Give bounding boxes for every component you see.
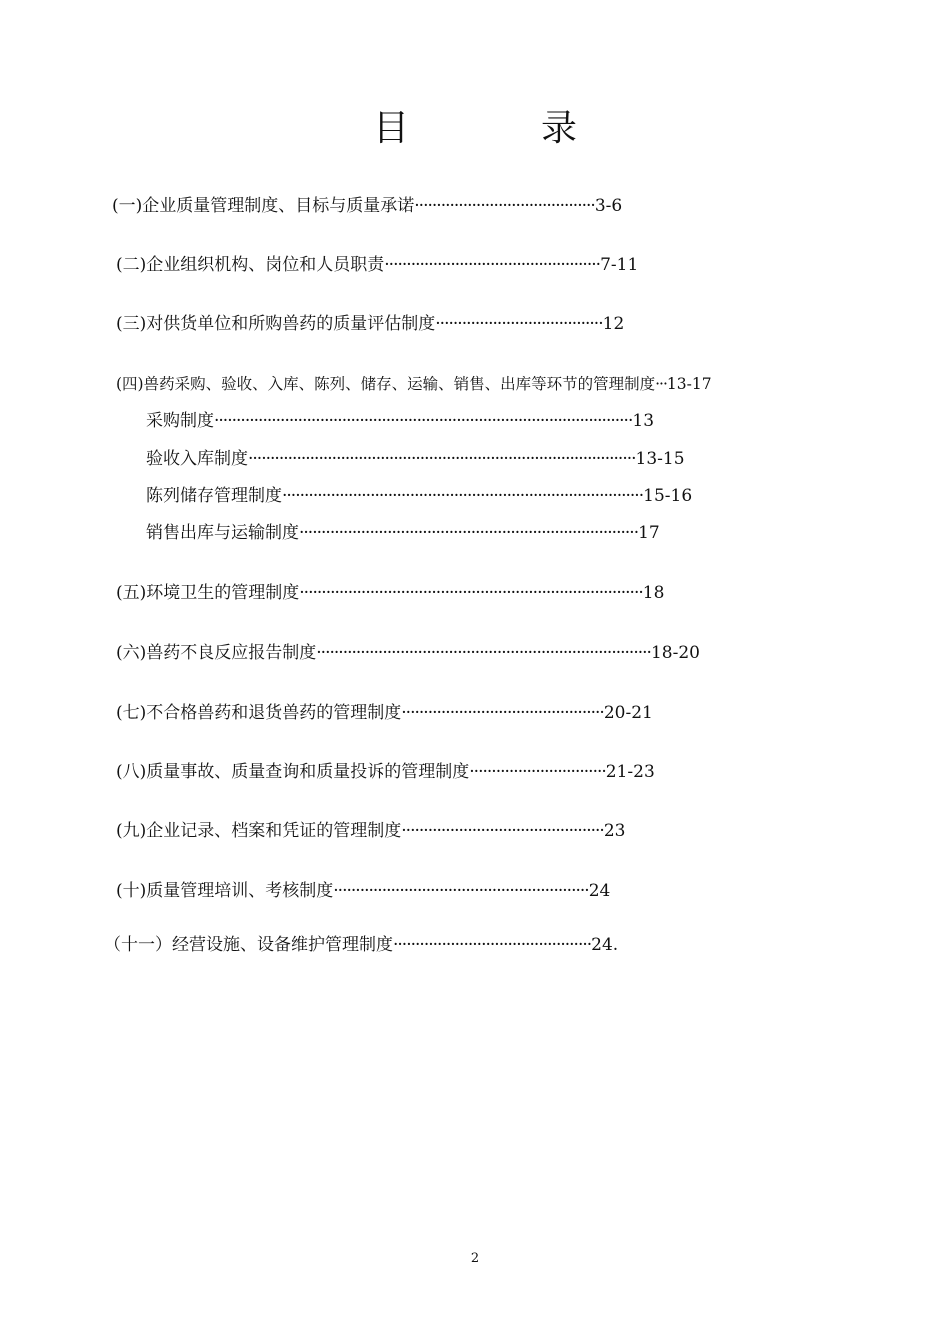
- toc-entry-page: 20-21: [603, 703, 653, 723]
- toc-entry-2[interactable]: [116, 254, 638, 276]
- toc-entry-title: 陈列储存管理制度: [146, 486, 282, 506]
- leader-dots: ·······························: [469, 762, 606, 782]
- toc-entry-11[interactable]: [104, 934, 618, 956]
- leader-dots: ··············································: [401, 703, 604, 723]
- toc-entry-page: 13-17: [666, 375, 712, 393]
- toc-entry-8[interactable]: [116, 761, 655, 783]
- page-number: 2: [470, 1251, 480, 1266]
- toc-entry-1[interactable]: [112, 195, 622, 217]
- toc-entry-title: (五)环境卫生的管理制度: [116, 583, 300, 603]
- toc-entry-title: (七)不合格兽药和退货兽药的管理制度: [116, 703, 402, 723]
- toc-entry-page: 24.: [591, 935, 619, 955]
- toc-entry-title: (三)对供货单位和所购兽药的质量评估制度: [116, 314, 436, 334]
- toc-entry-page: 23: [603, 821, 626, 841]
- leader-dots: ··················································································: [282, 486, 644, 506]
- toc-entry-page: 24: [588, 881, 611, 901]
- leader-dots: ··············································································: [299, 583, 643, 603]
- toc-entry-page: 12: [602, 314, 625, 334]
- toc-entry-10[interactable]: [116, 880, 610, 902]
- leader-dots: ··························································: [333, 881, 589, 901]
- toc-entry-title: (十)质量管理培训、考核制度: [116, 881, 334, 901]
- toc-entry-title: (二)企业组织机构、岗位和人员职责: [116, 255, 385, 275]
- toc-entry-page: 18: [642, 583, 665, 603]
- toc-entry-page: 3-6: [594, 196, 623, 216]
- toc-entry-page: 21-23: [605, 762, 655, 782]
- toc-entry-page: 18-20: [650, 643, 700, 663]
- leader-dots: ·············································································: [299, 523, 639, 543]
- toc-entry-title: (四)兽药采购、验收、入库、陈列、储存、运输、销售、出库等环节的管理制度: [116, 375, 656, 393]
- toc-entry-title: (八)质量事故、质量查询和质量投诉的管理制度: [116, 762, 470, 782]
- toc-subentry-1[interactable]: [146, 410, 654, 432]
- toc-entry-page: 7-11: [600, 255, 639, 275]
- toc-entry-page: 13: [632, 411, 655, 431]
- toc-entry-5[interactable]: [116, 582, 664, 604]
- toc-entry-page: 17: [638, 523, 660, 543]
- toc-entry-page: 13-15: [635, 449, 685, 469]
- toc-subentry-4[interactable]: [146, 522, 660, 544]
- toc-entry-title: （十一）经营设施、设备维护管理制度: [104, 935, 393, 955]
- leader-dots: ························································································: [248, 449, 636, 469]
- leader-dots: ·······························································································: [214, 411, 633, 431]
- toc-subentry-2[interactable]: [146, 448, 685, 470]
- toc-entry-title: 验收入库制度: [146, 449, 248, 469]
- leader-dots: ······································: [435, 314, 603, 334]
- toc-entry-title: 销售出库与运输制度: [146, 523, 299, 543]
- toc-entry-7[interactable]: [116, 702, 653, 724]
- toc-entry-6[interactable]: [116, 642, 700, 664]
- toc-entry-title: 采购制度: [146, 411, 214, 431]
- leader-dots: ·········································: [414, 196, 595, 216]
- toc-entry-4[interactable]: [116, 373, 712, 395]
- toc-entry-title: (一)企业质量管理制度、目标与质量承诺: [112, 196, 415, 216]
- toc-entry-title: (六)兽药不良反应报告制度: [116, 643, 317, 663]
- leader-dots: ··············································: [401, 821, 604, 841]
- toc-subentry-3[interactable]: [146, 485, 692, 507]
- toc-entry-page: 15-16: [643, 486, 693, 506]
- leader-dots: ············································································: [316, 643, 651, 663]
- leader-dots: ·············································: [393, 935, 592, 955]
- leader-dots: ···: [655, 375, 667, 393]
- leader-dots: ·················································: [384, 255, 601, 275]
- toc-entry-title: (九)企业记录、档案和凭证的管理制度: [116, 821, 402, 841]
- toc-entry-3[interactable]: [116, 313, 624, 335]
- toc-entry-9[interactable]: [116, 820, 625, 842]
- toc-title: 目 录: [372, 108, 625, 149]
